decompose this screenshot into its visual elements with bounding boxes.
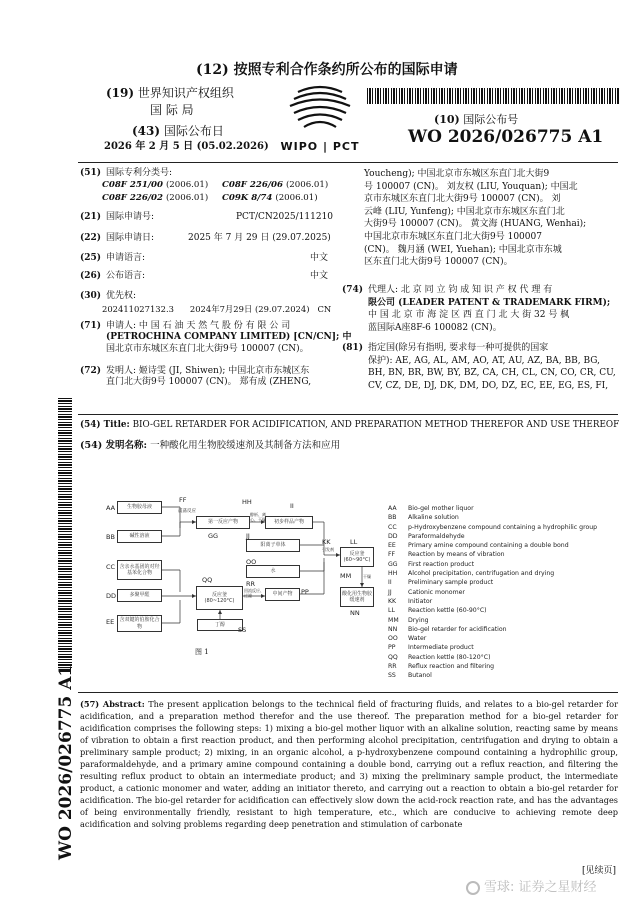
f71-line: 国北京市东城区东直门北大街9号 100007 (CN)。 <box>106 343 309 354</box>
field-22: (22) 国际申请日: <box>80 233 155 243</box>
code-ii: II <box>290 502 294 510</box>
continued-label: [见续页] <box>582 866 617 876</box>
field-71: (71) 申请人: 中 国 石 油 天 然 气 股 份 有 限 公 司 (PETROCHINA COMPANY LIMITED) [CN/CN]; 中 国北京市东城区东直门北大街9号 100007 (CN)。 <box>80 321 352 354</box>
ipc-list <box>102 180 342 203</box>
legend-item: CC p-Hydroxybenzene compound containing a hydrophilic group <box>388 523 598 531</box>
f72-line: 直门北大街9号 100007 (CN)。 郑有成 (ZHENG, <box>106 377 312 388</box>
org-sub: 国 际 局 <box>150 103 194 117</box>
wipo-logo-text: WIPO | PCT <box>280 140 360 154</box>
code-bb: BB <box>106 533 115 541</box>
org-code: (19) <box>106 86 135 100</box>
field-25: (25) 申请语言: <box>80 253 146 263</box>
legend-item: OO Water <box>388 635 427 643</box>
pubno-code: (10) <box>434 113 460 126</box>
box-ss: 丁醇 <box>197 619 243 631</box>
inventor-line: (CN)。 魏月涵 (WEI, Yuehan); 中国北京市东城 <box>364 244 562 255</box>
box-gg: 第一反应产物 <box>196 516 250 529</box>
legend-item: HH Alcohol precipitation, centrifugation and drying <box>388 570 555 578</box>
abstract <box>80 698 618 830</box>
code-cc: CC <box>106 563 116 571</box>
f21-value: PCT/CN2025/111210 <box>236 212 334 222</box>
f51-label: 国际专利分类号: <box>106 168 173 178</box>
code-ee: EE <box>106 618 115 626</box>
inventors-continued <box>364 168 620 269</box>
f71-line: 申请人: 中 国 石 油 天 然 气 股 份 有 限 公 司 <box>106 321 291 331</box>
legend-item: PP Intermediate product <box>388 644 474 652</box>
code-rr: RR <box>246 580 256 588</box>
box-oo: 水 <box>246 565 300 578</box>
code-jj: JJ <box>246 532 250 540</box>
box-nn: 酸化用生物胶缓速剂 <box>340 587 374 607</box>
box-aa: 生物胶母液 <box>117 501 162 514</box>
code-hh: HH <box>242 498 252 506</box>
abstract-rule <box>78 692 618 693</box>
code-dd: DD <box>106 592 117 600</box>
box-bb: 碱性溶液 <box>117 530 162 543</box>
ipc-item: C08F 226/06 (2006.01) <box>222 180 329 190</box>
f25-value: 中文 <box>310 253 329 263</box>
code-aa: AA <box>106 504 116 512</box>
pubdate-label: 国际公布日 <box>163 124 224 138</box>
f71-line: (PETROCHINA COMPANY LIMITED) [CN/CN]; 中 <box>106 332 352 343</box>
ipc-item: C08F 251/00 (2006.01) <box>102 180 209 190</box>
box-ee: 含双键的伯胺化合物 <box>117 615 162 632</box>
legend-item: KK Initiator <box>388 597 433 605</box>
snowball-icon <box>466 881 480 895</box>
legend-item: II Preliminary sample product <box>388 579 494 587</box>
figure-legend <box>388 504 620 681</box>
code-gg: GG <box>208 532 219 540</box>
inventor-line: 中国北京市东城区东直门北大街9号 100007 <box>364 231 542 242</box>
box-ii: 初步样品产物 <box>265 516 313 529</box>
legend-item: BB Alkaline solution <box>388 514 459 522</box>
title-zh: (54) 发明名称: 一种酸化用生物胶缓速剂及其制备方法和应用 <box>80 440 341 451</box>
legend-item: GG First reaction product <box>388 560 475 568</box>
pubdate-line <box>132 124 224 139</box>
top-barcode <box>367 88 619 104</box>
inventor-line: 京市东城区东直门北大街9号 100007 (CN)。 刘 <box>364 194 561 205</box>
pubno-label: 国际公布号 <box>463 113 519 126</box>
org-line <box>106 86 234 101</box>
legend-item: MM Drying <box>388 616 429 624</box>
header-rule <box>78 162 618 163</box>
code-nn: NN <box>350 609 360 617</box>
legend-item: AA Bio-gel mother liquor <box>388 505 474 512</box>
legend-item: QQ Reaction kettle (80-120°C) <box>388 653 491 661</box>
watermark-text: 雪球: 证券之星财经 <box>484 880 597 895</box>
note-mm: 干燥 <box>363 574 371 579</box>
inventor-line: 区东直门北大街9号 100007 (CN)。 <box>364 257 513 268</box>
code-pp: PP <box>301 588 309 596</box>
wipo-emblem-icon <box>270 84 370 136</box>
legend-item: EE Primary amine compound containing a double bond <box>388 542 569 550</box>
field-81: (81) 指定国(除另有指明, 要求每一种可提供的国家 保护): AE, AG, AL, AM, AO, AT, AU, AZ, BA, BB, BG, BH, BN, BR, BW, BY, BZ, CA, CH, CL, CN, CO, CR, CU, CV, CZ, DE, DJ, DK, DM, DO, DZ, EC, EE, EG, ES, FI, <box>342 343 616 391</box>
f30-value: 202411027132.3 2024年7月29日 (29.07.2024) CN <box>102 304 332 314</box>
legend-item: FF Reaction by means of vibration <box>388 551 505 559</box>
code-ll: LL <box>350 538 358 546</box>
legend-item: NN Bio-gel retarder for acidification <box>388 625 507 633</box>
code-qq: QQ <box>202 576 213 584</box>
inventor-line: 大街9号 100007 (CN)。 黄文海 (HUANG, Wenhai); <box>364 219 587 230</box>
figure-caption: 图 1 <box>195 648 209 656</box>
inventor-line: 号 100007 (CN)。 刘友权 (LIU, Youquan); 中国北 <box>364 181 578 192</box>
abstract-code: (57) Abstract: <box>80 699 145 709</box>
box-ll: 反应釜 (60~90°C) <box>340 547 374 567</box>
field-30: (30) 优先权: <box>80 291 137 301</box>
legend-item: LL Reaction kettle (60-90°C) <box>388 607 487 615</box>
code-oo: OO <box>246 558 257 566</box>
wipo-logo <box>270 84 370 154</box>
abstract-text: The present application belongs to the technical field of fracturing fluids, and relates to a bio-gel retarder for acidification, and a preparation method therefor and the use thereof. The preparation method for a bio-gel retarder for acidification comprises the following steps: 1) mixing a bio-gel mother liquor with an alkaline solution, reacting same by means of vibration to obtain a first reaction product, and then performing alcohol precipitation, centrifugation and drying to obtain a preliminary sample product; 2) mixing, in an organic alcohol, a p-hydroxybenzene compound containing a hydrophilic group, paraformaldehyde, and a primary amine compound containing a double bond, carrying out a reflux reaction, and filtering the resulting reflux product to obtain an intermediate product; and 3) mixing the preliminary sample product, the intermediate product, a cationic monomer and water, adding an initiator thereto, and carrying out a reaction to obtain a bio-gel retarder for acidification. The bio-gel retarder for acidification can effectively slow down the acid-rock reaction rate, and has the advantages of being environmentally friendly, resistant to high temperature, etc., which are conducive to achieving remote deep acidification and solving problems regarding deep penetration and stimulation of carbonate <box>80 699 618 829</box>
code-ss: SS <box>238 626 247 634</box>
field-72: (72) 发明人: 姬诗雯 (JI, Shiwen); 中国北京市东城区东 直门北大街9号 100007 (CN)。 郑有成 (ZHENG, <box>80 366 312 388</box>
field-21: (21) 国际申请号: <box>80 212 155 222</box>
box-pp: 中间产物 <box>265 588 300 601</box>
inventor-line: 云峰 (LIU, Yunfeng); 中国北京市东城区东直门北 <box>364 206 565 217</box>
field-26: (26) 公布语言: <box>80 271 146 281</box>
box-jj: 阳离子单体 <box>246 539 300 552</box>
title-en: (54) Title: BIO-GEL RETARDER FOR ACIDIFICATION, AND PREPARATION METHOD THEREFOR AND USE THEREOF <box>80 420 620 430</box>
note-ff: 震荡反应 <box>178 509 196 514</box>
watermark <box>466 880 597 896</box>
legend-item: JJ Cationic monomer <box>388 588 465 596</box>
f72-line: 发明人: 姬诗雯 (JI, Shiwen); 中国北京市东城区东 <box>106 366 310 376</box>
box-qq: 反应釜 (80~120°C) <box>196 586 243 610</box>
legend-item: RR Reflux reaction and filtering <box>388 663 495 671</box>
figure <box>100 492 375 662</box>
document-type: (12) 按照专利合作条约所公布的国际申请 <box>196 62 458 78</box>
box-cc: 含亲水基团的对羟基苯化合物 <box>117 560 162 580</box>
note-hh: 醇析、离心、干燥 <box>250 512 266 522</box>
side-barcode <box>58 398 72 668</box>
legend-item: DD Paraformaldehyde <box>388 532 465 540</box>
org-name: 世界知识产权组织 <box>137 86 234 100</box>
code-mm: MM <box>340 572 352 580</box>
note-rr: 回流反应、过滤 <box>244 588 264 598</box>
field-74: (74) 代理人: 北 京 同 立 钧 成 知 识 产 权 代 理 有 限公司 (LEADER PATENT & TRADEMARK FIRM); 中 国 北 京 市 海 淀 区 西 直 门 北 大 街 32 号 枫 蓝国际A座8F-6 100082 (CN)。 <box>342 285 611 333</box>
inventor-line: Youcheng); 中国北京市东城区东直门北大街9 <box>364 169 550 179</box>
pubdate-code: (43) <box>132 124 161 138</box>
f26-value: 中文 <box>310 271 329 281</box>
title-rule <box>78 414 618 415</box>
field-51 <box>80 168 172 179</box>
pubno-value: WO 2026/026775 A1 <box>408 127 604 147</box>
f22-value: 2025 年 7 月 29 日 (29.07.2025) <box>188 233 331 243</box>
ipc-item: C08F 226/02 (2006.01) <box>102 192 209 203</box>
code-ff: FF <box>179 496 187 504</box>
code-kk: KK <box>322 538 331 546</box>
f51-code: (51) <box>80 168 102 178</box>
box-dd: 多聚甲醛 <box>117 589 162 602</box>
pubno-line <box>434 113 518 127</box>
legend-item: SS Butanol <box>388 672 432 680</box>
pubdate-value: 2026 年 2 月 5 日 (05.02.2026) <box>104 141 269 152</box>
note-kk: 引发剂 <box>322 547 334 552</box>
ipc-item: C09K 8/74 (2006.01) <box>222 192 318 203</box>
side-pubno: WO 2026/026775 A1 <box>56 664 76 860</box>
